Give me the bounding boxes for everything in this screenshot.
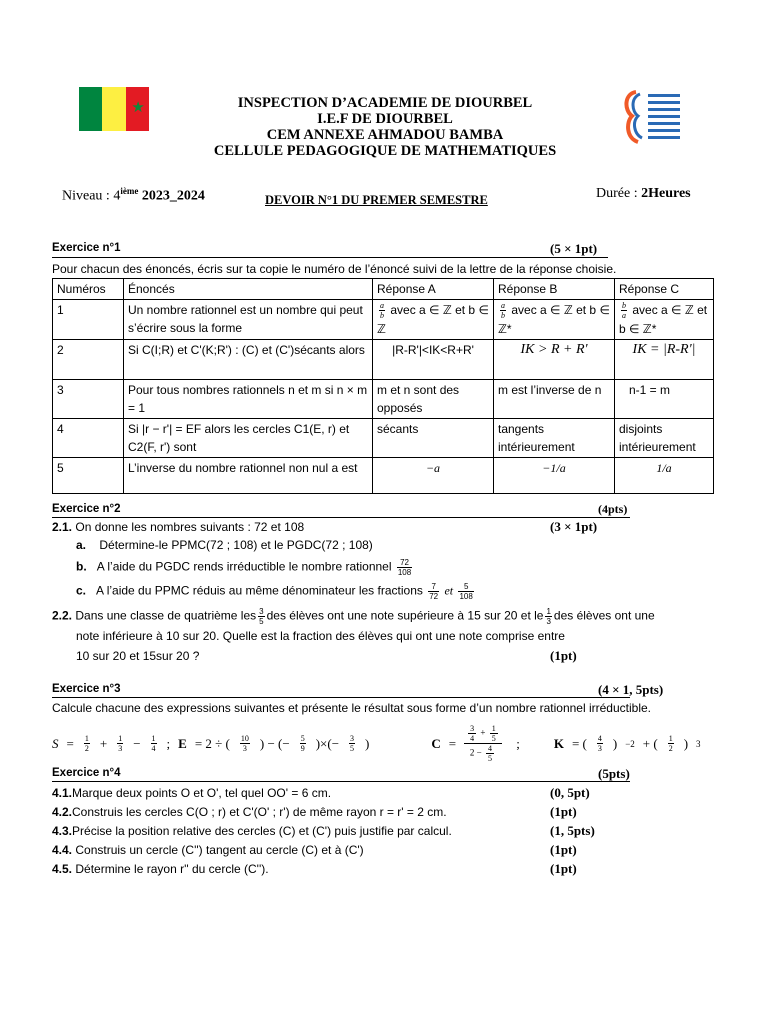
ex4-item: [52, 805, 447, 819]
q22-line3: 10 sur 20 et 15sur 20 ?: [76, 649, 200, 663]
ex2-title: Exercice n°2: [52, 503, 121, 515]
row-answer-b: tangents intérieurement: [494, 419, 615, 458]
q21-b-label: b.: [76, 559, 87, 574]
ex4-item: [52, 824, 452, 838]
table-row: [53, 300, 714, 340]
ex4-points: (5pts): [598, 766, 630, 781]
q22-line2: note inférieure à 10 sur 20. Quelle est la fraction des élèves qui ont une note comprise entre: [76, 629, 565, 643]
q21-text: On donne les nombres suivants : 72 et 108: [75, 520, 305, 534]
row-number: 1: [53, 300, 124, 340]
q21-label: 2.1.: [52, 520, 73, 534]
ex4-item-label: 4.3.: [52, 824, 73, 838]
header-cell: Énoncés: [124, 279, 373, 300]
ex4-item-text: Construis un cercle (C'') tangent au cercle (C) et à (C'): [75, 843, 364, 857]
row-number: 4: [53, 419, 124, 458]
row-answer-b: m est l’inverse de n: [494, 380, 615, 419]
ex4-item-points: (1, 5pts): [550, 823, 595, 838]
ex4-item: [52, 786, 331, 800]
ex4-item-points: (1pt): [550, 861, 577, 876]
q22-text-1a: Dans une classe de quatrième les: [75, 608, 257, 623]
q22-line1: 2.2. Dans une classe de quatrième les $\frac{3}{5}$ des élèves ont une note supérieure à 15 sur 20 et le $\frac{1}{3}$ des élèves ont une: [52, 607, 655, 626]
row-answer-a: $\frac{a}{b}$ avec a ∈ ℤ et b ∈ ℤ: [373, 300, 494, 340]
q22-points: (1pt): [550, 648, 577, 663]
q21: [52, 520, 304, 534]
ex4-item-label: 4.4.: [52, 843, 73, 857]
row-answer-a: |R-R'|<IK<R+R': [373, 340, 494, 380]
row-answer-b: $\frac{a}{b}$ avec a ∈ ℤ et b ∈ ℤ*: [494, 300, 615, 340]
table-row: [53, 380, 714, 419]
row-number: 2: [53, 340, 124, 380]
row-answer-c: disjoints intérieurement: [615, 419, 714, 458]
ex4-title: Exercice n°4: [52, 767, 121, 779]
table-row: [53, 419, 714, 458]
q21-b: b. A l’aide du PGDC rends irréductible le nombre rationnel $\frac{72}{108}$: [76, 558, 412, 577]
row-statement: Un nombre rationnel est un nombre qui peut s’écrire sous la forme: [124, 300, 373, 340]
q21-c: c. A l’aide du PPMC réduis au même dénominateur les fractions $\frac{7}{72}$ et $\frac{5}{108}$: [76, 582, 473, 601]
ex3-title: Exercice n°3: [52, 683, 121, 695]
q21-a-label: a.: [76, 538, 87, 552]
header-cell: Réponse A: [373, 279, 494, 300]
row-answer-a: m et n sont des opposés: [373, 380, 494, 419]
ex4-item-text: Construis les cercles C(O ; r) et C'(O' ; r') de même rayon r = r' = 2 cm.: [72, 805, 447, 819]
ex3-instruction: Calcule chacune des expressions suivantes et présente le résultat sous forme d’un nombre rationnel irréductible.: [52, 701, 651, 715]
row-statement: L’inverse du nombre rationnel non nul a est: [124, 458, 373, 494]
ex4-item-label: 4.1.: [52, 786, 73, 800]
q21-a-text: Détermine-le PPMC(72 ; 108) et le PGDC(72 ; 108): [99, 538, 373, 552]
ex4-item-points: (1pt): [550, 804, 577, 819]
row-answer-c: 1/a: [615, 458, 714, 494]
exam-title: DEVOIR N°1 DU PREMER SEMESTRE: [265, 193, 488, 207]
header-line-4: CELLULE PEDAGOGIQUE DE MATHEMATIQUES: [213, 143, 557, 159]
row-statement: Si C(I;R) et C'(K;R') : (C) et (C')sécants alors: [124, 340, 373, 380]
ex4-item-text: Marque deux points O et O', tel quel OO' = 6 cm.: [72, 786, 332, 800]
ex2-points: (4pts): [598, 502, 628, 516]
header-cell: Réponse C: [615, 279, 714, 300]
duration-value: 2Heures: [641, 186, 691, 201]
table-row: [53, 340, 714, 380]
ex4-item-points: (0, 5pt): [550, 785, 590, 800]
ex4-item: [52, 843, 364, 857]
duration: [596, 186, 691, 202]
ex4-item-label: 4.5.: [52, 862, 73, 876]
duration-label: Durée :: [596, 186, 642, 201]
header-cell: Réponse B: [494, 279, 615, 300]
header-cell: Numéros: [53, 279, 124, 300]
row-statement: Pour tous nombres rationnels n et m si n × m = 1: [124, 380, 373, 419]
row-statement: Si |r − r'| = EF alors les cercles C1(E, r) et C2(F, r') sont: [124, 419, 373, 458]
table-header-row: [53, 279, 714, 300]
ex1-title: Exercice n°1: [52, 242, 121, 254]
ex4-item-text: Précise la position relative des cercles (C) et (C') puis justifie par calcul.: [72, 824, 452, 838]
ex1-instruction: Pour chacun des énoncés, écris sur ta copie le numéro de l’énoncé suivi de la lettre de la réponse choisie.: [52, 262, 617, 276]
row-answer-c: n-1 = m: [615, 380, 714, 419]
school-year: 2023_2024: [138, 188, 205, 204]
ex4-item: [52, 862, 269, 876]
school-logo-icon: [622, 88, 684, 144]
answer-b-text: avec a ∈ ℤ et b ∈ ℤ*: [498, 303, 610, 337]
row-number: 3: [53, 380, 124, 419]
q22-text-1c: des élèves ont une: [553, 608, 655, 623]
header-line-3: CEM ANNEXE AHMADOU BAMBA: [266, 127, 504, 143]
q21-c-label: c.: [76, 583, 87, 598]
row-answer-b: −1/a: [494, 458, 615, 494]
institution-header: [150, 95, 620, 159]
ex4-item-label: 4.2.: [52, 805, 73, 819]
table-row: [53, 458, 714, 494]
answer-c-text: avec a ∈ ℤ et b ∈ ℤ*: [619, 303, 708, 337]
q21-points: (3 × 1pt): [550, 519, 598, 534]
row-answer-a: sécants: [373, 419, 494, 458]
header-line-2: I.E.F DE DIOURBEL: [317, 111, 453, 127]
q21-a: [76, 538, 373, 552]
row-answer-b: IK > R + R': [494, 340, 615, 380]
q21-c-text: A l’aide du PPMC réduis au même dénominateur les fractions: [96, 583, 423, 598]
row-answer-c: $\frac{b}{a}$ avec a ∈ ℤ et b ∈ ℤ*: [615, 300, 714, 340]
ex3-expressions: S = $\frac{1}{2}$ + $\frac{1}{3}$ − $\frac{1}{4}$ ; E = 2 ÷ ( $\frac{10}{3}$ ) − (− $\frac{5}{9}$ )×(− $\frac{3}{5}$ ) C = $\frac{3}{4}$ + $\frac{1}{5}$ 2 − $\frac{4}{5}$ ; K = ( $\frac{4}{3}$ ) −2 + ( $\frac{1}{2}$ ) 3: [52, 724, 701, 763]
answer-a-text: avec a ∈ ℤ et b ∈ ℤ: [377, 303, 489, 337]
ex4-item-points: (1pt): [550, 842, 577, 857]
q21-b-text: A l’aide du PGDC rends irréductible le nombre rationnel: [96, 559, 392, 574]
row-answer-a: −a: [373, 458, 494, 494]
ex4-item-text: Détermine le rayon r'' du cercle (C'').: [75, 862, 269, 876]
header-line-1: INSPECTION D’ACADEMIE DE DIOURBEL: [237, 95, 533, 111]
niveau-label: [62, 186, 205, 205]
ex3-points: (4 × 1, 5pts): [598, 682, 664, 697]
niveau-text: Niveau : 4: [62, 188, 121, 204]
row-number: 5: [53, 458, 124, 494]
qcm-table: [52, 278, 714, 494]
senegal-flag-icon: ★: [79, 87, 149, 131]
q22-text-1b: des élèves ont une note supérieure à 15 sur 20 et le: [266, 608, 544, 623]
q22-label: 2.2.: [52, 608, 73, 623]
ex1-points: (5 × 1pt): [550, 241, 598, 256]
row-answer-c: IK = |R-R'|: [615, 340, 714, 380]
niveau-sup: ième: [120, 186, 139, 196]
